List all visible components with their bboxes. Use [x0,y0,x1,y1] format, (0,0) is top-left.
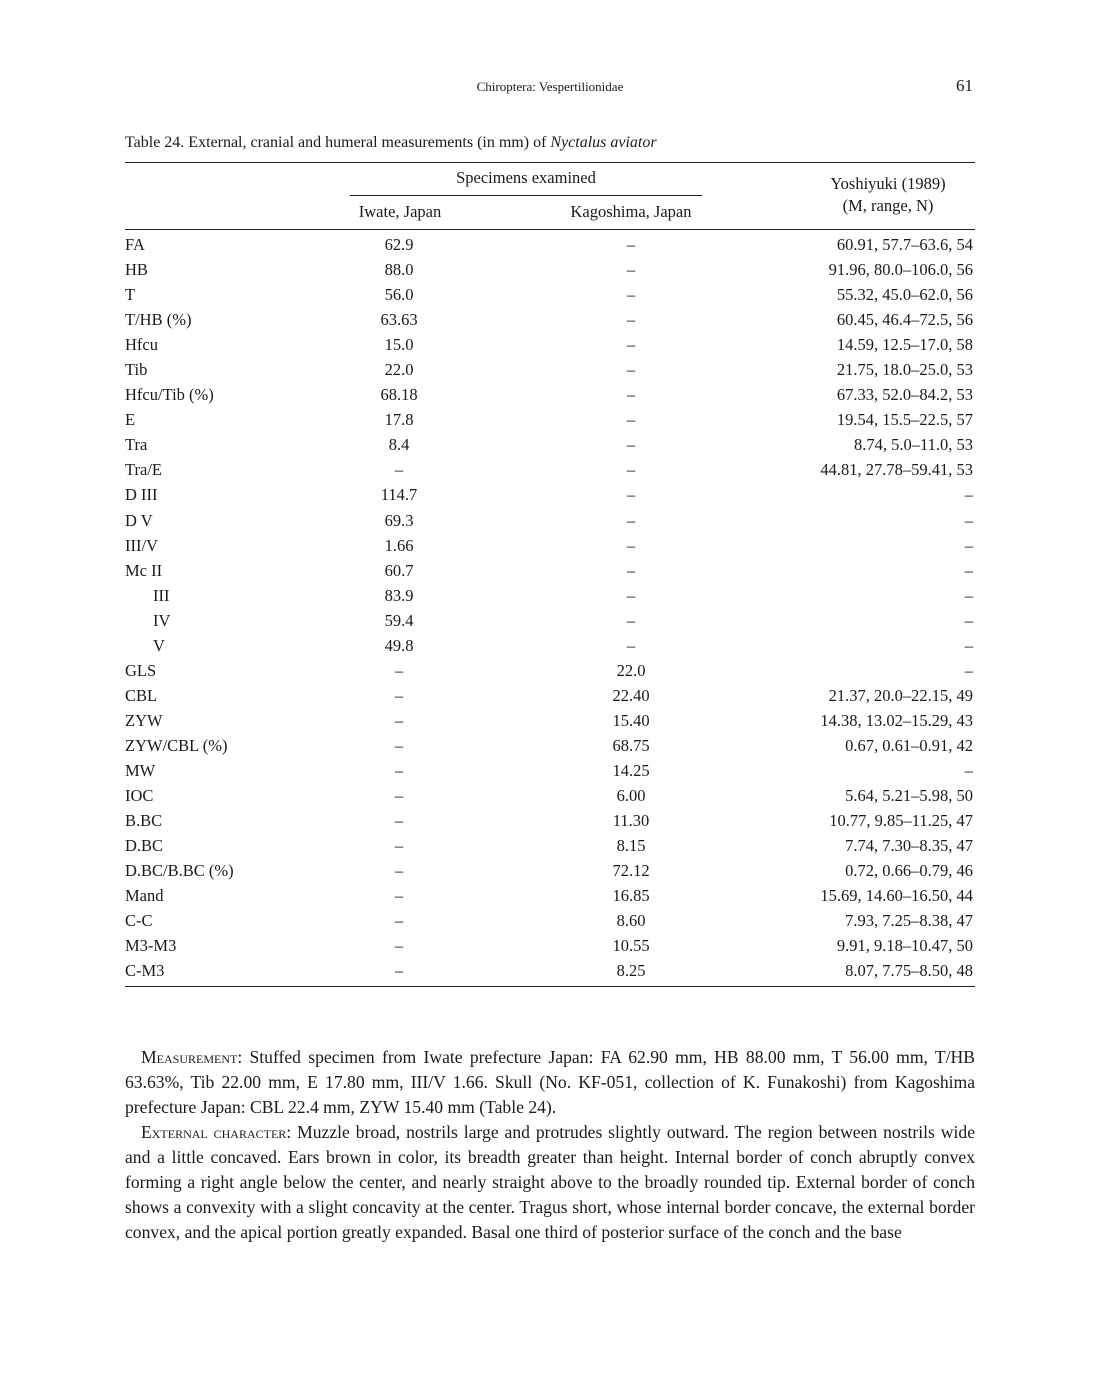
table-row [125,908,975,933]
cell-measurement: ZYW [125,710,163,730]
cell-measurement: HB [125,260,148,280]
cell-kagoshima: – [626,360,636,380]
table-header-rule [125,229,975,230]
paragraph-external-character [125,1120,975,1245]
table-row [125,232,975,257]
table-row [125,958,975,983]
cell-measurement: M3-M3 [125,936,177,956]
table-row [125,382,975,407]
cell-yoshiyuki: 7.93, 7.25–8.38, 47 [845,911,973,931]
column-header-yoshiyuki-line2: (M, range, N) [842,196,934,215]
cell-yoshiyuki: 15.69, 14.60–16.50, 44 [820,886,973,906]
table-row [125,658,975,683]
cell-kagoshima: – [626,635,636,655]
table-row [125,633,975,658]
cell-yoshiyuki: – [964,635,973,655]
table-row [125,783,975,808]
cell-measurement: GLS [125,660,157,680]
cell-measurement: III/V [125,535,158,555]
cell-yoshiyuki: 9.91, 9.18–10.47, 50 [836,936,973,956]
cell-yoshiyuki: 60.91, 57.7–63.6, 54 [836,235,973,254]
cell-measurement: D.BC [125,836,164,856]
cell-measurement: C-M3 [125,961,165,981]
cell-measurement: IV [153,610,171,630]
group-header: Specimens examined [456,168,596,187]
table-bottom-rule [125,986,975,987]
cell-yoshiyuki: – [964,560,973,580]
cell-iwate: 15.0 [384,335,414,355]
table-row [125,758,975,783]
cell-yoshiyuki: 44.81, 27.78–59.41, 53 [820,460,973,480]
cell-kagoshima: – [626,510,636,530]
column-header-yoshiyuki-line1: Yoshiyuki (1989) [830,174,946,193]
cell-iwate: – [394,811,404,831]
cell-kagoshima: – [626,535,636,555]
table-row [125,357,975,382]
cell-measurement: D III [125,485,158,505]
cell-yoshiyuki: – [964,485,973,505]
cell-measurement: Mc II [125,560,163,580]
cell-iwate: 17.8 [384,410,414,430]
cell-yoshiyuki: 5.64, 5.21–5.98, 50 [845,786,973,806]
cell-yoshiyuki: 0.67, 0.61–0.91, 42 [845,735,973,755]
table-row [125,332,975,357]
table-row [125,432,975,457]
cell-measurement: D V [125,510,153,530]
cell-kagoshima: 8.60 [616,911,646,931]
cell-iwate: – [394,660,404,680]
cell-yoshiyuki: 10.77, 9.85–11.25, 47 [829,811,973,831]
cell-kagoshima: 68.75 [612,735,650,755]
cell-measurement: T [125,285,136,305]
table-row [125,307,975,332]
cell-iwate: – [394,836,404,856]
cell-kagoshima: – [626,585,636,605]
cell-yoshiyuki: 14.59, 12.5–17.0, 58 [836,335,973,355]
table-row [125,858,975,883]
cell-iwate: – [394,861,404,881]
cell-kagoshima: – [626,410,636,430]
cell-yoshiyuki: 21.75, 18.0–25.0, 53 [836,360,973,380]
cell-iwate: – [394,961,404,981]
cell-kagoshima: 11.30 [612,811,650,831]
cell-iwate: 62.9 [384,235,414,254]
heading-measurement: Measurement [141,1047,238,1067]
cell-iwate: – [394,786,404,806]
cell-kagoshima: 8.15 [616,836,646,856]
cell-iwate: – [394,936,404,956]
cell-yoshiyuki: – [964,510,973,530]
cell-kagoshima: 14.25 [612,760,650,780]
table-row [125,558,975,583]
cell-kagoshima: 72.12 [612,861,650,881]
column-header-kagoshima: Kagoshima, Japan [570,202,692,221]
page-number: 61 [956,76,973,95]
cell-iwate: 59.4 [384,610,414,630]
table-row [125,533,975,558]
cell-iwate: 69.3 [384,510,414,530]
cell-yoshiyuki: 14.38, 13.02–15.29, 43 [820,710,973,730]
cell-measurement: Mand [125,886,164,906]
cell-iwate: 49.8 [384,635,414,655]
column-header-iwate: Iwate, Japan [358,202,442,221]
table-row [125,282,975,307]
cell-iwate: 1.66 [384,535,414,555]
cell-kagoshima: – [626,560,636,580]
cell-kagoshima: – [626,460,636,480]
cell-kagoshima: 15.40 [612,710,650,730]
cell-iwate: 83.9 [384,585,414,605]
cell-measurement: C-C [125,911,153,931]
cell-yoshiyuki: – [964,660,973,680]
cell-measurement: D.BC/B.BC (%) [125,861,234,881]
cell-kagoshima: – [626,485,636,505]
cell-iwate: – [394,760,404,780]
cell-iwate: 68.18 [380,385,418,405]
page-header [125,76,975,98]
table-row [125,508,975,533]
cell-yoshiyuki: 8.07, 7.75–8.50, 48 [845,961,973,981]
table-row [125,933,975,958]
cell-kagoshima: 22.0 [616,660,646,680]
text-measurement: : Stuffed specimen from Iwate prefecture Japan: FA 62.90 mm, HB 88.00 mm, T 56.00 mm, T/HB 63.63%, Tib 22.00 mm, E 17.80 mm, III/V 1.66. Skull (No. KF-051, collection of K. Funakoshi) from Kagoshima prefecture Japan: CBL 22.4 mm, ZYW 15.40 mm (Table 24). [125,1047,975,1117]
cell-yoshiyuki: – [964,585,973,605]
cell-kagoshima: – [626,610,636,630]
running-head: Chiroptera: Vespertilionidae [476,79,624,94]
cell-iwate: – [394,460,404,480]
cell-measurement: T/HB (%) [125,310,192,330]
table-top-rule [125,162,975,163]
table-body [125,232,975,983]
cell-kagoshima: 16.85 [612,886,650,906]
cell-measurement: MW [125,760,156,780]
cell-kagoshima: – [626,385,636,405]
table-row [125,808,975,833]
cell-measurement: FA [125,235,145,254]
cell-yoshiyuki: 7.74, 7.30–8.35, 47 [845,836,973,856]
cell-yoshiyuki: 55.32, 45.0–62.0, 56 [836,285,973,305]
table-row [125,833,975,858]
cell-iwate: – [394,886,404,906]
table-caption [125,134,657,152]
cell-yoshiyuki: 91.96, 80.0–106.0, 56 [828,260,973,280]
cell-yoshiyuki: – [964,610,973,630]
paragraph-measurement [125,1045,975,1120]
cell-iwate: 88.0 [384,260,414,280]
cell-measurement: B.BC [125,811,163,831]
cell-kagoshima: – [626,235,636,254]
table-row [125,583,975,608]
cell-yoshiyuki: – [964,535,973,555]
column-header-yoshiyuki [790,173,986,217]
cell-measurement: Tra/E [125,460,162,480]
cell-yoshiyuki: 0.72, 0.66–0.79, 46 [845,861,973,881]
table-caption-text: Table 24. External, cranial and humeral measurements (in mm) of [125,134,551,151]
cell-kagoshima: – [626,310,636,330]
cell-kagoshima: – [626,335,636,355]
cell-yoshiyuki: 21.37, 20.0–22.15, 49 [828,685,973,705]
cell-yoshiyuki: 19.54, 15.5–22.5, 57 [836,410,973,430]
cell-iwate: – [394,710,404,730]
cell-kagoshima: – [626,285,636,305]
heading-external-character: External character [141,1122,287,1142]
table-row [125,482,975,507]
cell-iwate: 60.7 [384,560,414,580]
cell-yoshiyuki: – [964,760,973,780]
cell-measurement: CBL [125,685,158,705]
table-row [125,708,975,733]
text-external-character: : Muzzle broad, nostrils large and protrudes slightly outward. The region between nostrils wide and a little concaved. Ears brown in color, its breadth greater than height. Internal border of conch abruptly convex forming a right angle below the center, and nearly straight above to the broadly rounded tip. External border of conch shows a convexity with a slight concavity at the center. Tragus short, whose internal border concave, the external border convex, and the apical portion greatly expanded. Basal one third of posterior surface of the conch and the base [125,1122,976,1242]
cell-measurement: Tra [125,435,148,455]
group-header-rule [350,195,702,196]
cell-kagoshima: 6.00 [616,786,646,806]
table-caption-species: Nyctalus aviator [550,134,657,151]
table-row [125,608,975,633]
body-text [125,1045,975,1245]
cell-measurement: Hfcu/Tib (%) [125,385,214,405]
table-row [125,457,975,482]
cell-iwate: 63.63 [380,310,418,330]
cell-yoshiyuki: 8.74, 5.0–11.0, 53 [853,435,973,455]
cell-yoshiyuki: 60.45, 46.4–72.5, 56 [836,310,973,330]
table-row [125,883,975,908]
table-row [125,257,975,282]
cell-measurement: E [125,410,136,430]
cell-kagoshima: 22.40 [612,685,650,705]
cell-iwate: – [394,911,404,931]
cell-iwate: 56.0 [384,285,414,305]
cell-kagoshima: 10.55 [612,936,650,956]
cell-measurement: V [153,635,165,655]
cell-iwate: 22.0 [384,360,414,380]
table-row [125,407,975,432]
cell-kagoshima: 8.25 [616,961,646,981]
cell-kagoshima: – [626,260,636,280]
table-row [125,733,975,758]
cell-measurement: IOC [125,786,154,806]
cell-iwate: 114.7 [380,485,418,505]
cell-iwate: – [394,735,404,755]
cell-measurement: III [153,585,170,605]
cell-measurement: Hfcu [125,335,158,355]
cell-kagoshima: – [626,435,636,455]
table-row [125,683,975,708]
cell-iwate: – [394,685,404,705]
cell-measurement: Tib [125,360,148,380]
cell-measurement: ZYW/CBL (%) [125,735,228,755]
cell-yoshiyuki: 67.33, 52.0–84.2, 53 [836,385,973,405]
cell-iwate: 8.4 [388,435,410,455]
